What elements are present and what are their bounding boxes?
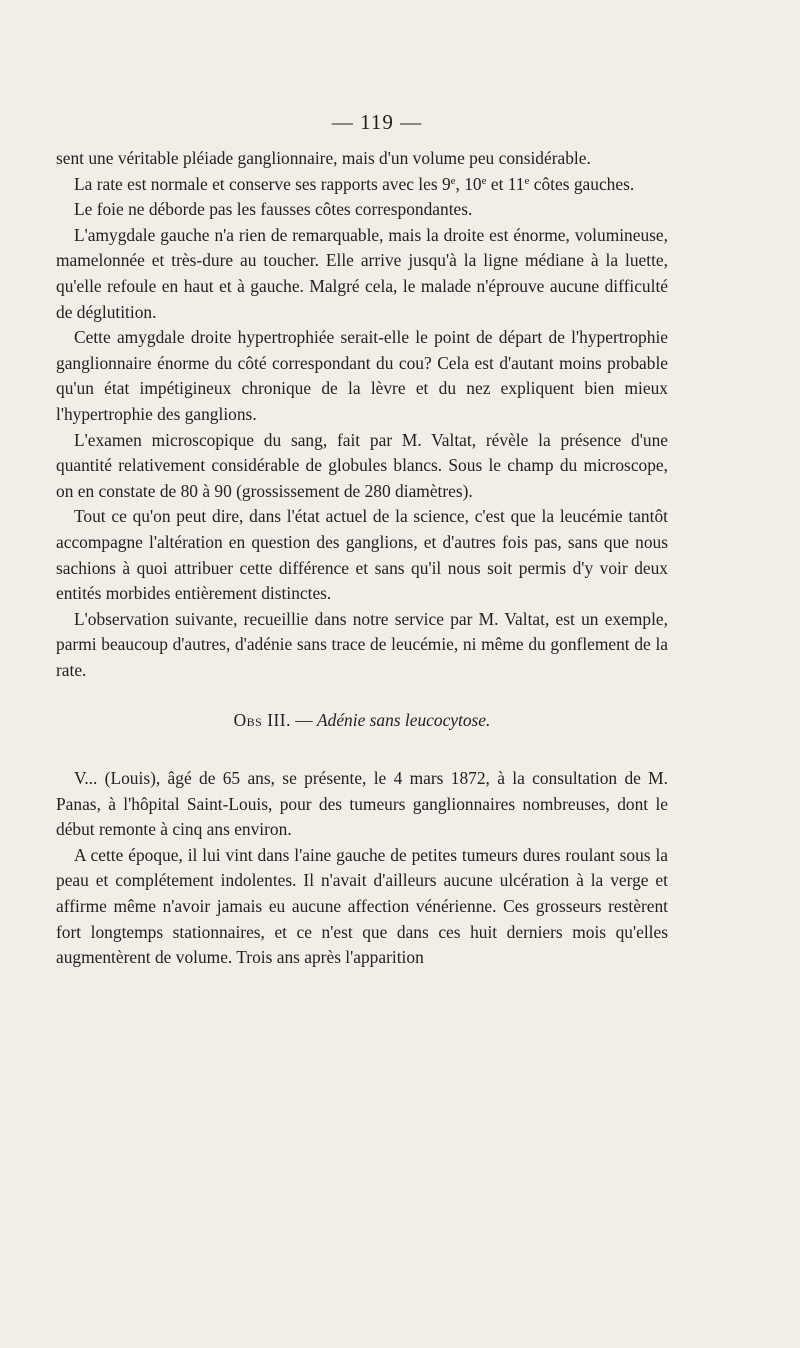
paragraph-spleen xyxy=(56,172,668,198)
paragraph: A cette époque, il lui vint dans l'aine gauche de petites tumeurs dures roulant sous la peau et complétement indolentes. Il n'avait d'ailleurs aucune ulcération à la verge et affirme même n'avoir jamais eu aucune affection vénérienne. Ces grosseurs restèrent fort longtemps stationnaires, et ce n'est que dans ces huit derniers mois qu'elles augmentèrent de volume. Trois ans après l'apparition xyxy=(56,844,668,968)
paragraph: L'observation suivante, recueillie dans notre service par M. Valtat, est un exemple, parmi beaucoup d'autres, d'adénie sans trace de leucémie, ni même du gonflement de la rate. xyxy=(56,608,668,680)
observation-title: Adénie sans leucocytose. xyxy=(317,710,491,731)
page-text xyxy=(56,108,668,971)
paragraph: Le foie ne déborde pas les fausses côtes correspondantes. xyxy=(74,199,473,220)
paragraph: V... (Louis), âgé de 65 ans, se présente, le 4 mars 1872, à la consultation de M. Panas, à l'hôpital Saint-Louis, pour des tumeurs ganglionnaires nombreuses, dont le début remonte à cinq ans environ. xyxy=(56,768,668,840)
observation-label-initial: O xyxy=(233,710,247,731)
paragraph: L'examen microscopique du sang, fait par M. Valtat, révèle la présence d'une quantité relativement considérable de globules blancs. Sous le champ du microscope, on en constate de 80 à 90 (grossissement de 280 diamètres). xyxy=(56,429,668,501)
superscript: e xyxy=(450,174,456,187)
paragraph-text: La rate est normale et conserve ses rapports avec les 9 xyxy=(74,173,451,194)
observation-heading xyxy=(56,708,668,734)
paragraph: Cette amygdale droite hypertrophiée serait-elle le point de départ de l'hypertrophie ganglionnaire énorme du côté correspondant du cou? Cela est d'autant moins probable qu'un état impétigineux chronique de la lèvre et du nez expliquent bien mieux l'hypertrophie des ganglions. xyxy=(56,327,668,424)
superscript: e xyxy=(481,174,487,187)
page-number: — 119 — xyxy=(331,110,423,134)
observation-number: III. xyxy=(262,710,291,731)
paragraph-text: côtes gauches. xyxy=(529,173,635,194)
paragraph-text: , 10 xyxy=(455,173,482,194)
paragraph: L'amygdale gauche n'a rien de remarquable, mais la droite est énorme, volumineuse, mamelonnée et très-dure au toucher. Elle arrive jusqu'à la ligne médiane à la luette, qu'elle refoule en haut et à gauche. Malgré cela, le malade n'éprouve aucune difficulté de déglutition. xyxy=(56,224,668,322)
paragraph: Tout ce qu'on peut dire, dans l'état actuel de la science, c'est que la leucémie tantôt accompagne l'altération en question des ganglions, et d'autres fois pas, sans que nous sachions à quoi attribuer cette différence et sans qu'il nous soit permis d'y voir deux entités morbides entièrement distinctes. xyxy=(56,506,668,604)
paragraph: sent une véritable pléiade ganglionnaire, mais d'un volume peu considérable. xyxy=(56,148,591,168)
observation-label xyxy=(234,710,291,730)
superscript: e xyxy=(524,174,530,187)
observation-label-rest: bs xyxy=(246,710,263,731)
paragraph-text: et 11 xyxy=(486,173,525,194)
observation-dash: — xyxy=(290,710,318,731)
